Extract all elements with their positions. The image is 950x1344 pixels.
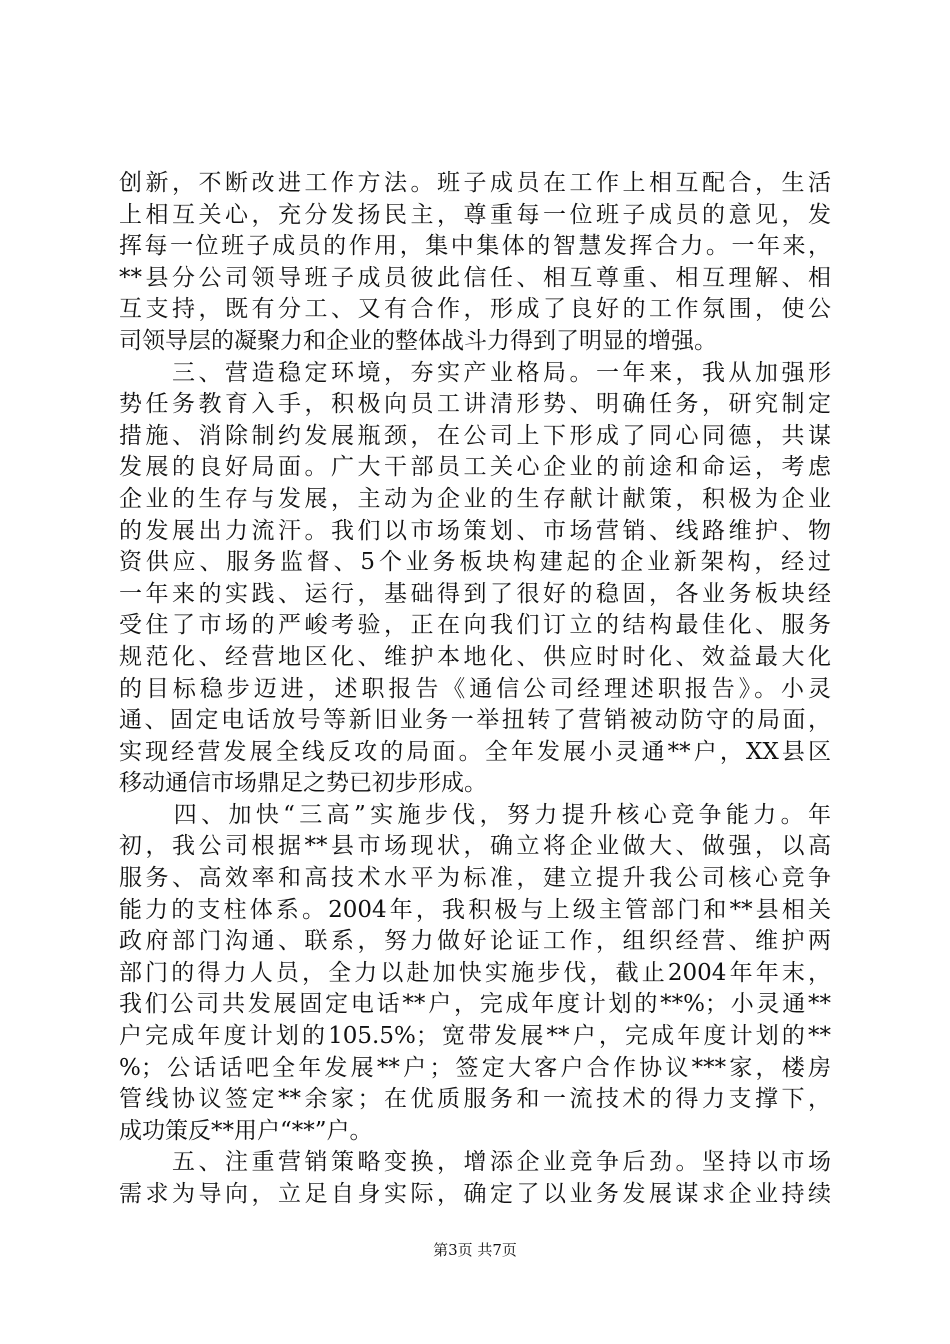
text-line: 户完成年度计划的105.5%；宽带发展**户，完成年度计划的** xyxy=(119,1023,831,1050)
text-line: 四、加快“三高”实施步伐，努力提升核心竞争能力。年 xyxy=(119,801,831,828)
text-line: 移动通信市场鼎足之势已初步形成。 xyxy=(119,770,487,797)
text-line: 挥每一位班子成员的作用，集中集体的智慧发挥合力。一年来， xyxy=(119,233,831,260)
text-line: **县分公司领导班子成员彼此信任、相互尊重、相互理解、相 xyxy=(119,264,831,291)
document-body xyxy=(119,168,831,1211)
text-line: 企业的生存与发展，主动为企业的生存献计献策，积极为企业 xyxy=(119,485,831,512)
text-line: 需求为导向，立足自身实际，确定了以业务发展谋求企业持续 xyxy=(119,1181,831,1207)
text-line: 管线协议签定**余家；在优质服务和一流技术的得力支撑下， xyxy=(119,1086,831,1113)
text-line: 受住了市场的严峻考验，正在向我们订立的结构最佳化、服务 xyxy=(119,612,831,639)
text-line: 措施、消除制约发展瓶颈，在公司上下形成了同心同德，共谋 xyxy=(119,422,831,449)
text-line: 一年来的实践、运行，基础得到了很好的稳固，各业务板块经 xyxy=(119,580,831,607)
text-line: 规范化、经营地区化、维护本地化、供应时时化、效益最大化 xyxy=(119,643,831,670)
text-line: 通、固定电话放号等新旧业务一举扭转了营销被动防守的局面， xyxy=(119,707,831,734)
text-line: 我们公司共发展固定电话**户，完成年度计划的**%；小灵通** xyxy=(119,991,831,1018)
text-line: 服务、高效率和高技术水平为标准，建立提升我公司核心竞争 xyxy=(119,865,831,892)
text-line: 能力的支柱体系。2004年，我积极与上级主管部门和**县相关 xyxy=(119,896,831,923)
text-line: 初，我公司根据**县市场现状，确立将企业做大、做强，以高 xyxy=(119,833,831,860)
text-line: 司领导层的凝聚力和企业的整体战斗力得到了明显的增强。 xyxy=(119,327,717,354)
text-line: 三、营造稳定环境，夯实产业格局。一年来，我从加强形 xyxy=(119,359,831,386)
text-line: 成功策反**用户“**”户。 xyxy=(119,1117,373,1144)
text-line: 创新，不断改进工作方法。班子成员在工作上相互配合，生活 xyxy=(119,170,831,196)
text-line: 互支持，既有分工、又有合作，形成了良好的工作氛围，使公 xyxy=(119,296,831,323)
text-line: 五、注重营销策略变换，增添企业竞争后劲。坚持以市场 xyxy=(119,1149,831,1176)
text-line: 的发展出力流汗。我们以市场策划、市场营销、线路维护、物 xyxy=(119,517,831,544)
text-line: 势任务教育入手，积极向员工讲清形势、明确任务，研究制定 xyxy=(119,391,831,418)
page-footer: 第3页 共7页 xyxy=(433,1241,517,1259)
text-line: %；公话话吧全年发展**户；签定大客户合作协议***家，楼房 xyxy=(119,1054,831,1081)
text-line: 发展的良好局面。广大干部员工关心企业的前途和命运，考虑 xyxy=(119,454,831,481)
text-line: 政府部门沟通、联系，努力做好论证工作，组织经营、维护两 xyxy=(119,928,831,955)
text-line: 上相互关心，充分发扬民主，尊重每一位班子成员的意见，发 xyxy=(119,201,831,228)
text-line: 资供应、服务监督、5个业务板块构建起的企业新架构，经过 xyxy=(119,549,831,576)
text-line: 的目标稳步迈进，述职报告《通信公司经理述职报告》。小灵 xyxy=(119,675,831,702)
text-line: 部门的得力人员，全力以赴加快实施步伐，截止2004年年末， xyxy=(119,959,831,986)
text-line: 实现经营发展全线反攻的局面。全年发展小灵通**户，XX县区 xyxy=(119,738,831,765)
